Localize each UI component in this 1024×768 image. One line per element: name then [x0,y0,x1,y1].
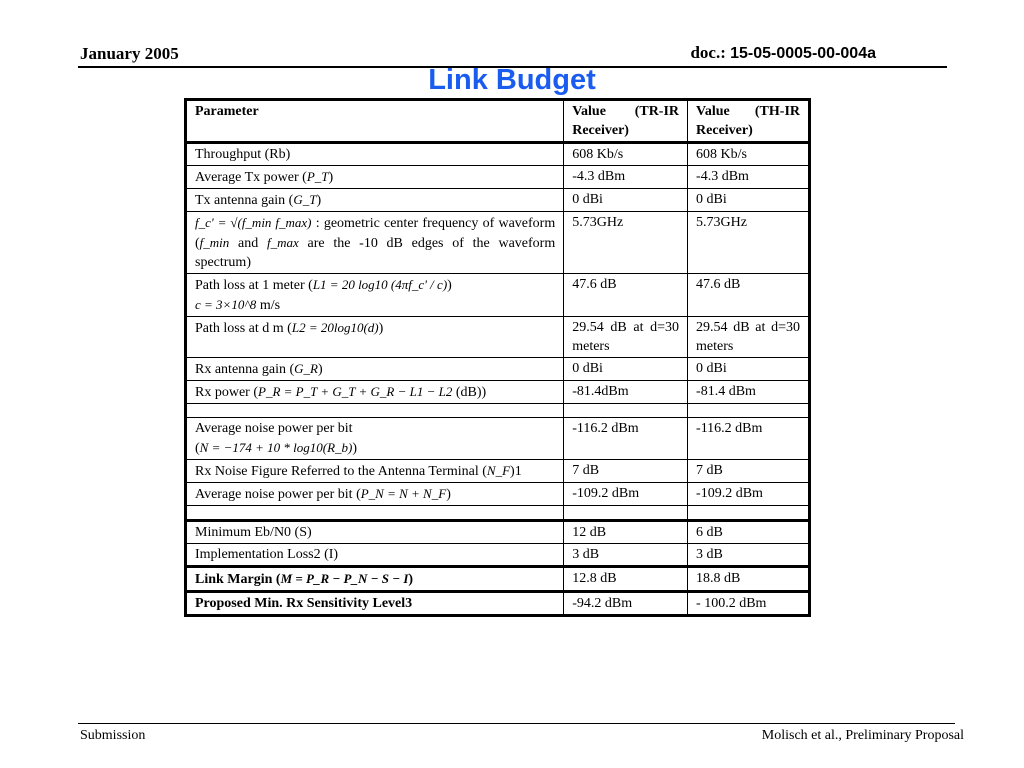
tr-value: 0 dBi [564,358,688,381]
param-cell: Throughput (Rb) [186,143,564,166]
table-row [186,592,810,616]
header-th-ir: Value (TH-IR Receiver) [688,100,810,143]
equation: c = 3×10^8 [195,297,257,312]
param-cell: Path loss at 1 meter (L1 = 20 log10 (4πf_c' / c)) c = 3×10^8 m/s [186,274,564,317]
equation: f_min [199,235,230,250]
equation: N = −174 + 10 * log10(R_b) [199,440,353,455]
tr-value: -94.2 dBm [564,592,688,616]
th-value: 6 dB [688,521,810,544]
footer-authors: Molisch et al., Preliminary Proposal [761,728,964,743]
table-row [186,567,810,592]
tr-value: 47.6 dB [564,274,688,317]
tr-value: -4.3 dBm [564,166,688,189]
table-row [186,274,810,317]
table-row [186,212,810,274]
param-cell: Rx Noise Figure Referred to the Antenna Terminal (N_F)1 [186,460,564,483]
equation: L2 = 20log10(d) [291,320,379,335]
table-row [186,460,810,483]
table-row [186,418,810,460]
th-value: 608 Kb/s [688,143,810,166]
equation: G_R [294,361,318,376]
footer-rule [78,723,955,724]
equation: P_N = N + N_F [360,486,447,501]
tr-value: -81.4dBm [564,381,688,404]
header-parameter: Parameter [186,100,564,143]
tr-value: -116.2 dBm [564,418,688,460]
param-cell: Link Margin (M = P_R − P_N − S − I) [186,567,564,592]
param-cell: Rx power (P_R = P_T + G_T + G_R − L1 − L2 (dB)) [186,381,564,404]
tr-value: 3 dB [564,544,688,567]
table-row [186,483,810,506]
table-row [186,317,810,358]
th-value: 47.6 dB [688,274,810,317]
table-row [186,358,810,381]
th-value: 0 dBi [688,189,810,212]
equation: P_R = P_T + G_T + G_R − L1 − L2 [258,384,453,399]
param-cell: Average noise power per bit (P_N = N + N_F) [186,483,564,506]
th-value: 29.54 dB at d=30 meters [688,317,810,358]
equation: L1 = 20 log10 (4πf_c' / c) [312,277,448,292]
tr-value: 0 dBi [564,189,688,212]
th-value: - 100.2 dBm [688,592,810,616]
table-row [186,189,810,212]
th-value: -4.3 dBm [688,166,810,189]
equation: M = P_R − P_N − S − I [280,571,409,586]
equation: f_c' = √(f_min f_max) [195,215,312,230]
table-row [186,521,810,544]
th-value: 18.8 dB [688,567,810,592]
table-row [186,166,810,189]
header-tr-ir: Value (TR-IR Receiver) [564,100,688,143]
table-row [186,381,810,404]
link-budget-table [184,98,811,617]
param-cell: Path loss at d m (L2 = 20log10(d)) [186,317,564,358]
param-cell: Minimum Eb/N0 (S) [186,521,564,544]
param-cell: Average Tx power (P_T) [186,166,564,189]
header-date: January 2005 [80,44,179,63]
footer-submission: Submission [80,728,146,743]
param-cell: Rx antenna gain (G_R) [186,358,564,381]
param-cell: Proposed Min. Rx Sensitivity Level3 [186,592,564,616]
th-value: 0 dBi [688,358,810,381]
equation: f_max [266,235,299,250]
doc-number: 15-05-0005-00-004a [730,45,876,62]
th-value: 3 dB [688,544,810,567]
header-doc-id: doc.: 15-05-0005-00-004a [690,43,876,62]
th-value: 5.73GHz [688,212,810,274]
table-row [186,544,810,567]
param-cell: Implementation Loss2 (I) [186,544,564,567]
slide-title: Link Budget [428,64,596,96]
param-cell: Tx antenna gain (G_T) [186,189,564,212]
tr-value: 7 dB [564,460,688,483]
tr-value: 608 Kb/s [564,143,688,166]
equation: P_T [306,169,329,184]
table-row [186,143,810,166]
tr-value: 29.54 dB at d=30 meters [564,317,688,358]
spacer-row [186,506,810,521]
table-header-row [186,100,810,143]
equation: N_F [486,463,511,478]
param-cell: Average noise power per bit (N = −174 + 10 * log10(R_b)) [186,418,564,460]
th-value: 7 dB [688,460,810,483]
spacer-row [186,404,810,418]
tr-value: -109.2 dBm [564,483,688,506]
tr-value: 5.73GHz [564,212,688,274]
th-value: -81.4 dBm [688,381,810,404]
th-value: -116.2 dBm [688,418,810,460]
th-value: -109.2 dBm [688,483,810,506]
equation: G_T [293,192,317,207]
param-cell: f_c' = √(f_min f_max) : geometric center frequency of waveform (f_min and f_max are the -10 dB edges of the waveform spectrum) [186,212,564,274]
tr-value: 12.8 dB [564,567,688,592]
tr-value: 12 dB [564,521,688,544]
